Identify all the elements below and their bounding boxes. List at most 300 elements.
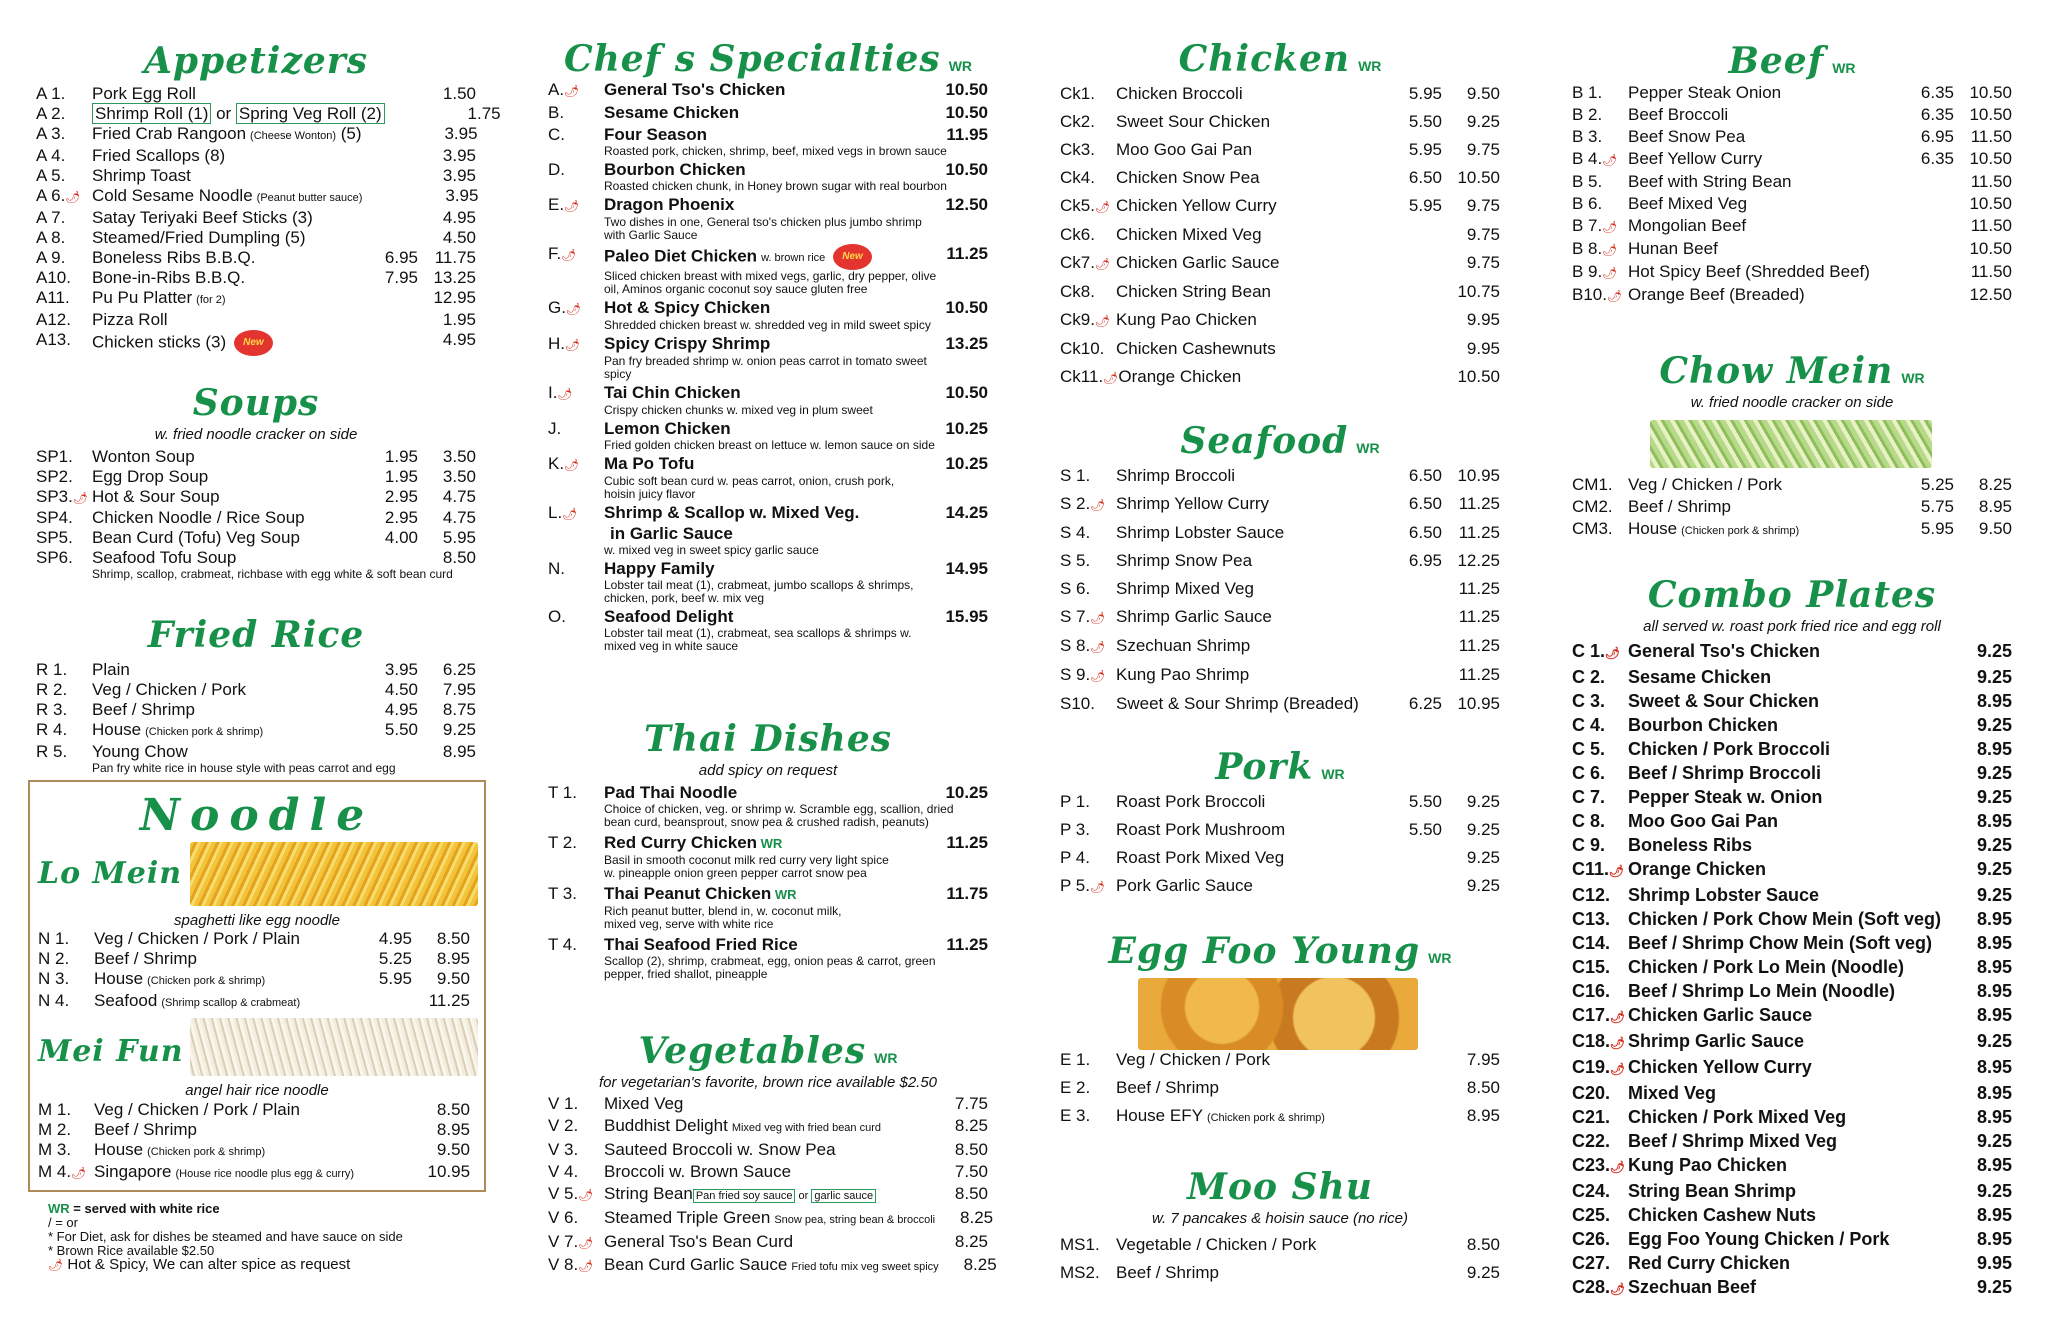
menu-item-row xyxy=(548,783,988,803)
menu-item-row xyxy=(1572,474,2012,496)
item-name-text: Buddhist Delight xyxy=(604,1116,728,1135)
item-code: K.🌶 xyxy=(548,454,580,473)
item-name-text: Satay Teriyaki Beef Sticks (3) xyxy=(92,208,313,227)
item-name xyxy=(1118,363,1384,391)
item-price-small: 6.35 xyxy=(1920,149,1954,168)
item-name-text: Chicken Cashew Nuts xyxy=(1628,1205,1817,1225)
item-price-large: 9.75 xyxy=(1466,253,1500,272)
item-price: 9.25 xyxy=(1976,715,2012,735)
item-price-large: 9.75 xyxy=(1466,225,1500,244)
new-badge: New xyxy=(234,330,273,356)
item-name-text: in Garlic Sauce xyxy=(610,524,733,543)
soups-subtitle: w. fried noodle cracker on side xyxy=(154,426,358,443)
menu-item xyxy=(1060,164,1500,192)
item-name-text: Orange Chicken xyxy=(1118,367,1242,386)
menu-item xyxy=(1060,1102,1500,1132)
menu-item xyxy=(548,383,988,417)
item-description: pepper, fried shallot, pineapple xyxy=(604,967,768,981)
item-price: 11.25 xyxy=(946,935,988,954)
chili-icon: 🌶 xyxy=(565,338,581,352)
chili-icon: 🌶 xyxy=(1606,289,1623,303)
item-name xyxy=(1116,547,1384,575)
item-name-text: Hot Spicy Beef (Shredded Beef) xyxy=(1628,262,1870,281)
menu-item xyxy=(36,104,501,124)
item-price-small: 5.25 xyxy=(1920,475,1954,494)
item-name xyxy=(92,268,360,288)
item-price-large: 3.95 xyxy=(445,186,479,205)
item-price: 9.25 xyxy=(1976,667,2012,687)
menu-item-row xyxy=(36,742,476,762)
item-name xyxy=(92,467,360,487)
item-description: Pan fry breaded shrimp w. onion peas carrot in tomato sweet xyxy=(604,354,927,368)
item-code: I.🌶 xyxy=(548,383,573,402)
item-code: R 3. xyxy=(36,700,68,719)
item-price: 8.95 xyxy=(1976,1107,2012,1127)
item-price-small: 5.50 xyxy=(1408,792,1442,811)
item-name xyxy=(1628,833,1954,857)
item-price-large: 9.25 xyxy=(1466,792,1500,811)
menu-item xyxy=(548,1139,988,1161)
item-detail: (Peanut butter sauce) xyxy=(256,192,363,204)
item-name xyxy=(1116,575,1384,603)
soups-title: Soups xyxy=(192,382,320,424)
item-name xyxy=(1628,171,1896,193)
item-price-large: 10.50 xyxy=(1969,194,2012,213)
item-name-text: Egg Drop Soup xyxy=(92,467,209,486)
moo-shu-section xyxy=(1060,1166,1500,1287)
menu-item-row xyxy=(38,949,470,969)
item-code: A10. xyxy=(36,268,71,287)
item-price-large: 9.75 xyxy=(1466,140,1500,159)
item-detail: (Shrimp scallop & crabmeat) xyxy=(161,997,301,1009)
item-description: Crispy chicken chunks w. mixed veg in plum sweet xyxy=(604,403,873,417)
item-price-large: 10.95 xyxy=(1457,466,1500,485)
item-price: 9.25 xyxy=(1976,885,2012,905)
item-price-large: 10.95 xyxy=(1457,694,1500,713)
item-name-text: Steamed Triple Green xyxy=(604,1208,771,1227)
menu-item-row xyxy=(1572,737,2012,761)
chili-icon: 🌶 xyxy=(1610,1036,1626,1050)
menu-item xyxy=(548,125,988,158)
item-name-text: Shrimp Mixed Veg xyxy=(1116,579,1254,598)
item-name xyxy=(1628,931,1954,955)
item-name-text: House xyxy=(1628,519,1678,538)
menu-item xyxy=(548,607,988,653)
menu-item xyxy=(1572,979,2012,1003)
item-code: T 4. xyxy=(548,935,577,954)
menu-item-row xyxy=(36,208,476,228)
menu-item xyxy=(548,783,988,829)
item-code: C 7. xyxy=(1572,787,1606,807)
item-code: F.🌶 xyxy=(548,244,577,263)
item-name-text: Chicken / Pork Chow Mein (Soft veg) xyxy=(1628,909,1942,929)
menu-item-row xyxy=(548,298,988,319)
item-name-text: Orange Beef (Breaded) xyxy=(1628,285,1805,304)
chili-icon: 🌶 xyxy=(65,190,81,204)
menu-item-row xyxy=(548,80,988,101)
menu-item-row xyxy=(36,186,479,208)
menu-item-row xyxy=(1572,238,2012,261)
item-price-large: 9.50 xyxy=(1978,519,2012,538)
item-code: A11. xyxy=(36,288,70,307)
item-name-text: Shrimp Lobster Sauce xyxy=(1116,523,1285,542)
item-name-text: Boneless Ribs xyxy=(1628,835,1753,855)
menu-item xyxy=(1060,519,1500,547)
item-code: C28.🌶 xyxy=(1572,1277,1626,1297)
menu-item-row xyxy=(36,720,476,742)
item-name xyxy=(92,248,360,268)
item-name-text: Sesame Chicken xyxy=(604,103,740,122)
beef-section xyxy=(1572,40,2012,307)
menu-item xyxy=(548,298,988,332)
item-name xyxy=(1628,1203,1954,1227)
item-price-large: 11.25 xyxy=(1458,636,1500,655)
item-name-text: Boneless Ribs B.B.Q. xyxy=(92,248,256,267)
item-price-small: 5.95 xyxy=(1920,519,1954,538)
item-name xyxy=(1628,979,1954,1003)
item-price-large: 10.50 xyxy=(1969,239,2012,258)
item-price: 8.25 xyxy=(954,1116,988,1135)
menu-item-row xyxy=(1060,1046,1500,1074)
item-name-text: Bean Curd (Tofu) Veg Soup xyxy=(92,528,300,547)
item-code: M 4.🌶 xyxy=(38,1162,87,1181)
item-price: 7.75 xyxy=(954,1094,988,1113)
item-description: Cubic soft bean curd w. peas carrot, onion, crush pork, xyxy=(604,474,895,488)
menu-item xyxy=(1060,1231,1500,1259)
menu-item xyxy=(1060,108,1500,136)
chef-specialties-title xyxy=(548,38,988,80)
menu-item-row xyxy=(548,419,988,439)
chili-icon: 🌶 xyxy=(1609,864,1625,878)
menu-item xyxy=(1572,1129,2012,1153)
soups-section xyxy=(36,382,476,581)
menu-item xyxy=(1572,689,2012,713)
menu-item-row xyxy=(1572,713,2012,737)
item-code: E 3. xyxy=(1060,1106,1091,1125)
item-code: N 1. xyxy=(38,929,70,948)
item-code: S 4. xyxy=(1060,523,1091,542)
menu-item-row xyxy=(1572,833,2012,857)
chili-icon: 🌶 xyxy=(1610,1062,1626,1076)
item-code: P 3. xyxy=(1060,820,1090,839)
menu-item-row xyxy=(1572,689,2012,713)
item-name-text: Chicken sticks (3) xyxy=(92,332,227,352)
item-code: S 6. xyxy=(1060,579,1091,598)
chili-icon: 🌶 xyxy=(1602,153,1618,167)
seafood-section xyxy=(1060,420,1500,718)
item-name xyxy=(1628,1055,1954,1079)
menu-item-row xyxy=(1060,278,1500,306)
menu-item-row xyxy=(1572,82,2012,104)
item-price: 8.95 xyxy=(1976,1083,2012,1103)
item-description: w. pineapple onion green pepper carrot snow pea xyxy=(604,866,867,880)
item-name xyxy=(604,1093,930,1115)
combo-plates-title: Combo Plates xyxy=(1647,574,1937,616)
item-price-small: 7.95 xyxy=(384,268,418,287)
item-code: D. xyxy=(548,160,565,179)
item-description: oil, Aminos organic coconut soy sauce gluten free xyxy=(604,282,868,296)
menu-item-row xyxy=(36,248,476,268)
item-code: L.🌶 xyxy=(548,503,578,522)
item-code: C 1.🌶 xyxy=(1572,641,1621,661)
item-detail: (Chicken pork & shrimp) xyxy=(1681,525,1800,537)
item-price-large: 6.25 xyxy=(442,660,476,679)
menu-item-row xyxy=(1060,1074,1500,1102)
item-name-text: Beef Mixed Veg xyxy=(1628,194,1748,213)
item-name xyxy=(1116,192,1384,220)
item-name xyxy=(94,991,354,1013)
wr-tag: WR xyxy=(1358,58,1382,74)
option-box: garlic sauce xyxy=(811,1189,876,1203)
menu-item-row xyxy=(1572,171,2012,193)
item-code: A 7. xyxy=(36,208,66,227)
item-price: 11.25 xyxy=(946,244,988,263)
item-code: N 3. xyxy=(38,969,70,988)
item-code: B 9.🌶 xyxy=(1572,262,1618,281)
item-name xyxy=(1116,108,1384,136)
item-name-text: Beef / Shrimp xyxy=(1116,1263,1219,1282)
item-name-text: Sauteed Broccoli w. Snow Pea xyxy=(604,1140,836,1159)
item-name-text: Chicken Mixed Veg xyxy=(1116,225,1262,244)
item-name-text: Ma Po Tofu xyxy=(604,454,695,473)
item-price-large: 11.50 xyxy=(1970,172,2012,191)
item-name xyxy=(92,700,360,720)
item-code: C 9. xyxy=(1572,835,1606,855)
item-name xyxy=(92,310,360,330)
item-name-text: Sweet & Sour Shrimp (Breaded) xyxy=(1116,694,1359,713)
menu-item xyxy=(1572,193,2012,215)
thai-section xyxy=(548,718,988,985)
menu-item-row xyxy=(1060,363,1500,392)
menu-item-row xyxy=(1060,519,1500,547)
item-name xyxy=(92,84,360,104)
item-description: hoisin juicy flavor xyxy=(604,487,696,501)
item-name-text: Mongolian Beef xyxy=(1628,216,1747,235)
wr-tag: WR xyxy=(1321,766,1345,782)
item-price: 8.95 xyxy=(1976,909,2012,929)
vegetables-list xyxy=(548,1093,997,1278)
item-price-large: 3.50 xyxy=(442,447,476,466)
menu-item-row xyxy=(548,125,988,145)
beef-list xyxy=(1572,82,2012,307)
appetizers-section xyxy=(36,40,501,356)
item-name xyxy=(604,1161,930,1183)
item-name-text: Beef / Shrimp xyxy=(92,700,195,719)
legend-wr-tag: WR xyxy=(48,1201,70,1216)
chili-icon: 🌶 xyxy=(561,248,577,262)
item-price-small: 5.95 xyxy=(378,969,412,988)
item-name-text: Tai Chin Chicken xyxy=(604,383,741,402)
item-code: C24. xyxy=(1572,1181,1611,1201)
mei-fun-title: Mei Fun xyxy=(38,1034,184,1069)
item-price-large: 9.50 xyxy=(436,969,470,988)
menu-item xyxy=(1060,547,1500,575)
menu-item xyxy=(1572,1179,2012,1203)
fried-rice-list xyxy=(36,660,476,775)
item-name-text: Seafood Tofu Soup xyxy=(92,548,237,567)
item-code: V 8.🌶 xyxy=(548,1255,594,1274)
menu-item-row xyxy=(1572,931,2012,955)
wr-tag: WR xyxy=(874,1050,898,1066)
item-price-large: 4.75 xyxy=(442,508,476,527)
menu-item xyxy=(548,244,988,296)
item-price-large: 10.50 xyxy=(1457,367,1500,386)
menu-item-row xyxy=(1060,690,1500,718)
item-price-small: 5.50 xyxy=(1408,820,1442,839)
menu-item xyxy=(1060,690,1500,718)
item-price-large: 9.25 xyxy=(1466,1263,1500,1282)
item-name-text: Pizza Roll xyxy=(92,310,168,329)
menu-item-row xyxy=(1572,261,2012,284)
item-name-text: House xyxy=(94,969,144,988)
menu-item xyxy=(548,160,988,193)
item-price: 10.25 xyxy=(945,454,988,473)
chef-specialties-list xyxy=(548,80,988,653)
menu-item-row xyxy=(1572,809,2012,833)
item-name xyxy=(1628,126,1896,148)
item-code: E 2. xyxy=(1060,1078,1091,1097)
item-price-small: 6.35 xyxy=(1920,105,1954,124)
item-code: Ck1. xyxy=(1060,84,1095,103)
item-name xyxy=(1116,632,1384,660)
item-name xyxy=(92,548,360,568)
item-name-text: Orange Chicken xyxy=(1628,859,1767,879)
menu-item-row xyxy=(1060,603,1500,632)
item-price-large: 3.95 xyxy=(442,166,476,185)
pork-title xyxy=(1060,746,1500,788)
item-code: V 5.🌶 xyxy=(548,1184,594,1203)
item-detail: Snow pea, string bean & broccoli xyxy=(774,1214,936,1226)
menu-item-row xyxy=(1060,335,1500,363)
item-price-large: 8.95 xyxy=(1978,497,2012,516)
chili-icon: 🌶 xyxy=(565,302,582,316)
item-price-large: 9.25 xyxy=(442,720,476,739)
item-price-large: 8.95 xyxy=(1466,1106,1500,1125)
item-name xyxy=(604,419,930,439)
wr-tag: WR xyxy=(1901,370,1925,386)
menu-item xyxy=(36,146,476,166)
legend-wr-text: = served with white rice xyxy=(73,1201,220,1216)
item-name-text: Pad Thai Noodle xyxy=(604,783,738,802)
item-name xyxy=(94,1162,354,1184)
menu-item xyxy=(1060,249,1500,278)
menu-item xyxy=(1572,82,2012,104)
item-price-large: 1.75 xyxy=(467,104,501,123)
item-code: S 2.🌶 xyxy=(1060,494,1106,513)
item-name-text: Cold Sesame Noodle xyxy=(92,186,253,205)
item-name xyxy=(1628,1029,1954,1053)
menu-item xyxy=(1572,737,2012,761)
item-name-text: Fried Crab Rangoon xyxy=(92,124,247,143)
vegetables-title-text: Vegetables xyxy=(638,1030,867,1072)
menu-item xyxy=(36,268,476,288)
menu-item xyxy=(1060,816,1500,844)
option-box: Pan fried soy sauce xyxy=(693,1189,796,1203)
menu-item xyxy=(548,1161,988,1183)
item-name xyxy=(1116,490,1384,518)
item-description: Two dishes in one, General tso's chicken plus jumbo shrimp xyxy=(604,215,922,229)
item-price: 8.95 xyxy=(1976,691,2012,711)
chow-mein-section xyxy=(1572,350,2012,411)
menu-item xyxy=(1572,639,2012,665)
item-name-text: Sweet Sour Chicken xyxy=(1116,112,1271,131)
menu-item xyxy=(548,935,988,981)
noodle-box xyxy=(28,780,486,1192)
item-name xyxy=(92,228,360,248)
menu-item xyxy=(1572,238,2012,261)
item-price-large: 12.25 xyxy=(1457,551,1500,570)
menu-item xyxy=(548,103,988,123)
seafood-list xyxy=(1060,462,1500,718)
menu-item-row xyxy=(36,124,476,146)
item-code: C25. xyxy=(1572,1205,1611,1225)
menu-item xyxy=(1060,80,1500,108)
item-price-large: 11.25 xyxy=(1458,579,1500,598)
menu-item-row xyxy=(1572,785,2012,809)
item-option-a: Shrimp Roll (1) xyxy=(92,103,211,124)
item-name xyxy=(92,487,360,507)
item-description: Pan fry white rice in house style with peas carrot and egg xyxy=(92,761,396,775)
item-code: S 8.🌶 xyxy=(1060,636,1106,655)
item-code: V 2. xyxy=(548,1116,579,1135)
item-name xyxy=(1628,104,1896,126)
menu-item xyxy=(36,330,476,356)
item-code: S 7.🌶 xyxy=(1060,607,1106,626)
item-price: 9.25 xyxy=(1976,1181,2012,1201)
item-name-text: Pork Egg Roll xyxy=(92,84,196,103)
menu-item-row xyxy=(548,1115,988,1139)
item-code: B 3. xyxy=(1572,127,1603,146)
item-code: O. xyxy=(548,607,566,626)
item-code: C11.🌶 xyxy=(1572,859,1625,879)
chef-specialties-title-text: Chef s Specialties xyxy=(563,38,941,80)
item-description: Fried golden chicken breast on lettuce w. lemon sauce on side xyxy=(604,438,935,452)
item-code: B 2. xyxy=(1572,105,1603,124)
item-description: Shrimp, scallop, crabmeat, richbase with egg white & soft bean curd xyxy=(92,567,453,581)
mei-fun-list xyxy=(38,1100,470,1184)
item-price-large: 9.95 xyxy=(1466,339,1500,358)
item-name-text: Chicken / Pork Lo Mein (Noodle) xyxy=(1628,957,1905,977)
item-name xyxy=(1628,761,1954,785)
item-name xyxy=(604,103,930,123)
lo-mein-title: Lo Mein xyxy=(38,856,183,891)
menu-item xyxy=(1572,148,2012,171)
item-price-small: 2.95 xyxy=(384,508,418,527)
item-name xyxy=(604,1254,939,1278)
item-name-text: Chicken Noodle / Rice Soup xyxy=(92,508,305,527)
menu-item xyxy=(1572,955,2012,979)
item-price-large: 9.95 xyxy=(1466,310,1500,329)
item-name-text: Chicken / Pork Mixed Veg xyxy=(1628,1107,1847,1127)
lo-mein-list xyxy=(38,929,470,1013)
item-price: 8.25 xyxy=(954,1232,988,1251)
item-name xyxy=(1116,816,1384,844)
beef-title-text: Beef xyxy=(1728,40,1825,82)
item-name xyxy=(1628,857,1954,881)
item-name-text: Shrimp Garlic Sauce xyxy=(1116,607,1272,626)
menu-item xyxy=(1572,1275,2012,1301)
menu-item-row xyxy=(548,195,988,216)
item-name xyxy=(604,607,930,627)
item-name xyxy=(604,935,930,955)
menu-item xyxy=(548,454,988,501)
item-price-large: 9.25 xyxy=(1466,848,1500,867)
item-price-small: 5.95 xyxy=(1408,84,1442,103)
item-price-small: 5.95 xyxy=(1408,196,1442,215)
item-name-text: Pepper Steak Onion xyxy=(1628,83,1782,102)
item-count: (5) xyxy=(336,124,362,143)
menu-item xyxy=(1572,171,2012,193)
